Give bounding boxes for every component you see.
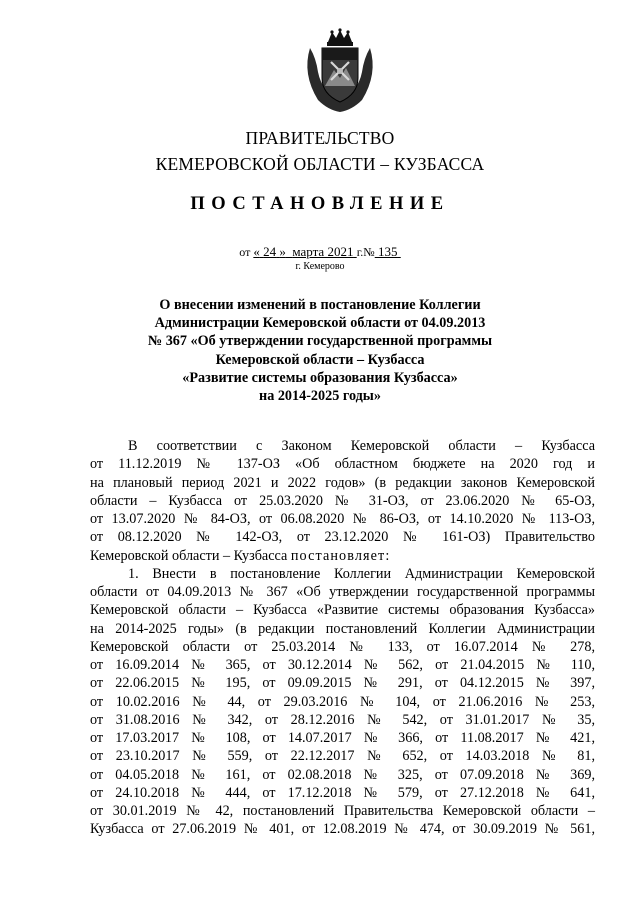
body-line: на 2014-2025 годы» (в редакции постановлений Коллегии Администрации <box>90 620 595 637</box>
body-line: области – Кузбасса от 25.03.2020 № 31-ОЗ, от 23.06.2020 № 65-ОЗ, <box>90 492 595 509</box>
body-line: от 31.08.2016 № 342, от 28.12.2016 № 542, от 31.01.2017 № 35, <box>90 711 595 728</box>
dateline-number: 135 <box>377 244 398 259</box>
body-line: области от 04.09.2013 № 367 «Об утверждении государственной программы <box>90 584 595 600</box>
body-line: от 23.10.2017 № 559, от 22.12.2017 № 652, от 14.03.2018 № 81, <box>90 748 595 765</box>
body-line: 1. Внести в постановление Коллегии Администрации Кемеровской <box>128 565 595 582</box>
body-line: от 17.03.2017 № 108, от 14.07.2017 № 366, от 11.08.2017 № 421, <box>90 730 595 746</box>
document-heading <box>90 296 550 405</box>
dateline-number-sign: № <box>363 245 375 259</box>
dateline-year-suffix: г. <box>356 245 364 259</box>
dateline-quote-close: » <box>279 244 286 259</box>
body-line: от 11.12.2019 № 137-ОЗ «Об областном бюджете на 2020 год и <box>90 456 595 473</box>
body-line: от 04.05.2018 № 161, от 02.08.2018 № 325, от 07.09.2018 № 369, <box>90 766 595 783</box>
body-line: Кемеровской области от 25.03.2014 № 133, от 16.07.2014 № 278, <box>90 638 595 655</box>
dateline-from-label: от <box>239 245 251 259</box>
coat-of-arms-icon <box>298 28 382 112</box>
dateline-month-year: марта 2021 <box>292 244 354 259</box>
heading-line: Кемеровской области – Кузбасса <box>215 351 425 368</box>
body-line: от 22.06.2015 № 195, от 09.09.2015 № 291, от 04.12.2015 № 397, <box>90 675 595 692</box>
document-body <box>90 437 595 839</box>
heading-line: Администрации Кемеровской области от 04.09.2013 <box>154 315 486 332</box>
body-line: от 24.10.2018 № 444, от 17.12.2018 № 579, от 27.12.2018 № 641, <box>90 784 595 801</box>
body-line: Кузбасса от 27.06.2019 № 401, от 12.08.2019 № 474, от 30.09.2019 № 561, <box>90 821 595 838</box>
dateline-quote-open: « <box>253 244 260 259</box>
document-type-title: ПОСТАНОВЛЕНИЕ <box>190 194 450 214</box>
body-line: от 13.07.2020 № 84-ОЗ, от 06.08.2020 № 86-ОЗ, от 14.10.2020 № 113-ОЗ, <box>90 511 595 527</box>
government-name-line-2: КЕМЕРОВСКОЙ ОБЛАСТИ – КУЗБАССА <box>155 154 485 174</box>
dateline-city: г. Кемерово <box>295 261 345 272</box>
heading-line: № 367 «Об утверждении государственной программы <box>147 333 493 350</box>
body-line: Кемеровской области – Кузбасса постановляет: <box>90 547 391 564</box>
body-line: на плановый период 2021 и 2022 годов» (в редакции законов Кемеровской <box>90 474 595 491</box>
body-line: В соответствии с Законом Кемеровской области – Кузбасса <box>128 438 595 454</box>
body-line: Кемеровской области – Кузбасса «Развитие системы образования Кузбасса» <box>90 602 595 619</box>
body-line: от 16.09.2014 № 365, от 30.12.2014 № 562, от 21.04.2015 № 110, <box>90 657 595 673</box>
body-line: от 08.12.2020 № 142-ОЗ, от 23.12.2020 № 161-ОЗ) Правительство <box>90 529 595 546</box>
body-line: от 30.01.2019 № 42, постановлений Правительства Кемеровской области – <box>90 803 595 819</box>
heading-line: О внесении изменений в постановление Коллегии <box>159 297 481 313</box>
document-dateline <box>0 244 640 260</box>
heading-line: «Развитие системы образования Кузбасса» <box>182 369 458 386</box>
dateline-day: 24 <box>263 244 277 259</box>
heading-line: на 2014-2025 годы» <box>259 388 381 405</box>
government-name-line-1: ПРАВИТЕЛЬСТВО <box>245 128 395 148</box>
resolves-word: постановляет: <box>290 547 391 564</box>
body-line: от 10.02.2016 № 44, от 29.03.2016 № 104, от 21.06.2016 № 253, <box>90 693 595 710</box>
